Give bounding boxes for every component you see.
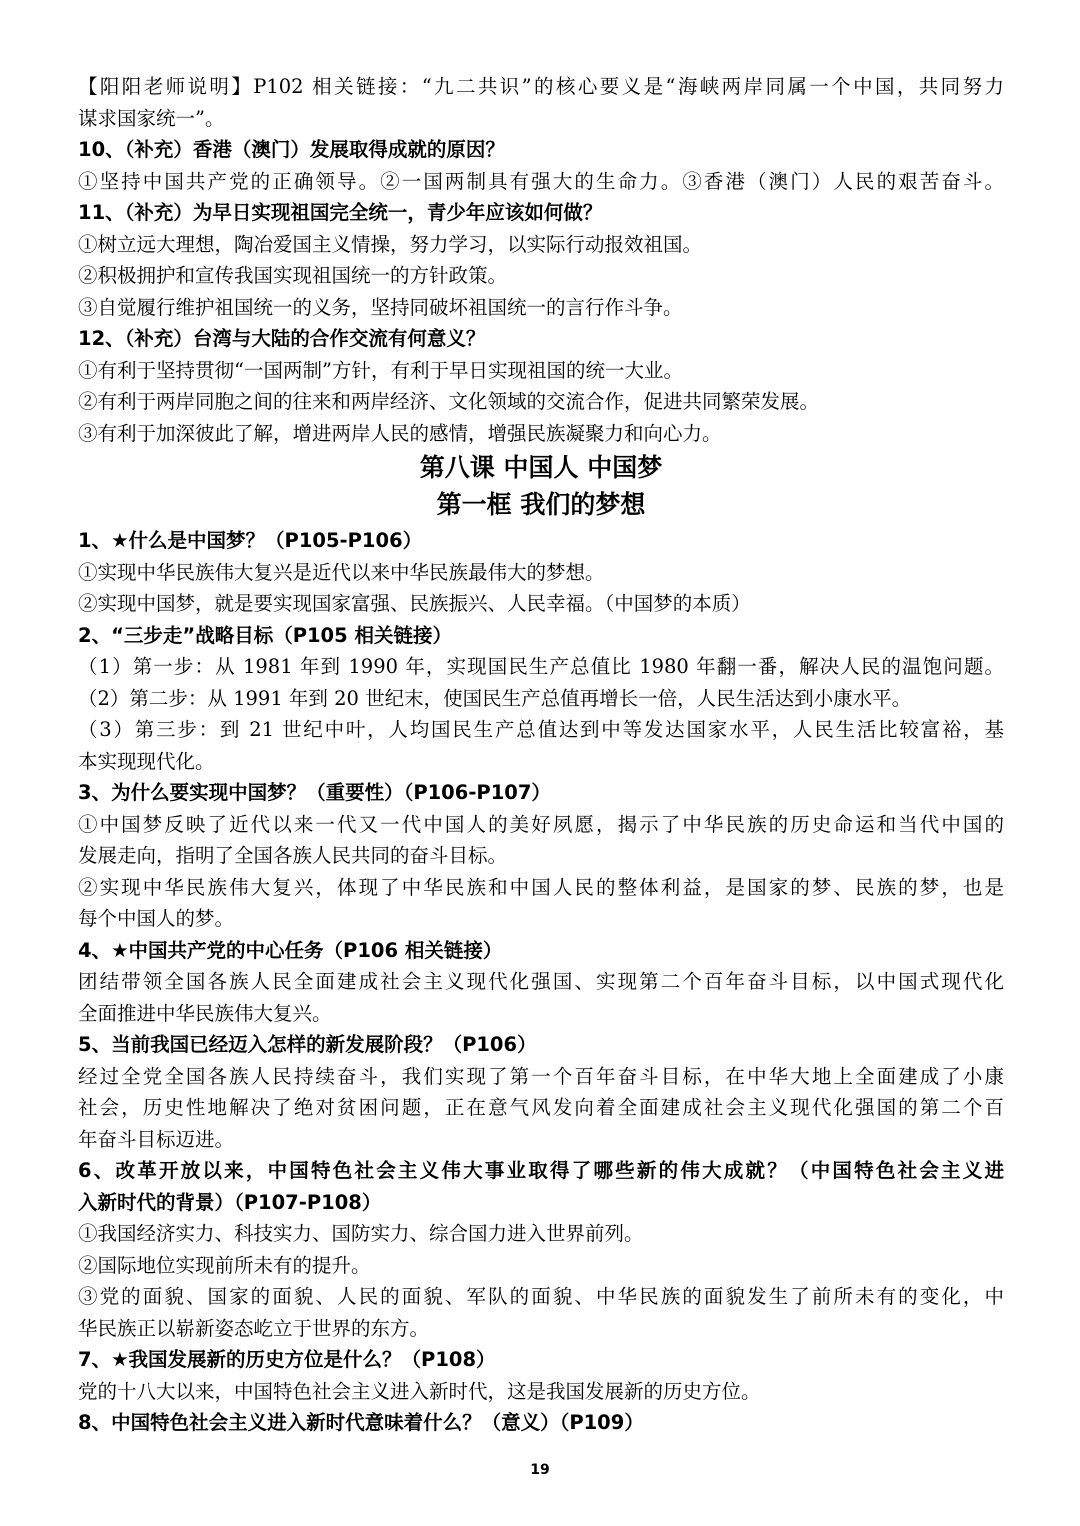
question-heading: 2、“三步走”战略目标（P105 相关链接）: [78, 623, 452, 647]
note-line: 【阳阳老师说明】P102 相关链接：“九二共识”的核心要义是“海峡两岸同属一个中国，共同努力: [78, 75, 1004, 98]
lesson-title: 第八课 中国人 中国梦: [419, 453, 663, 482]
answer-line: ③党的面貌、国家的面貌、人民的面貌、军队的面貌、中华民族的面貌发生了前所未有的变化，中: [78, 1285, 1004, 1308]
question-heading: 8、中国特色社会主义进入新时代意味着什么？（意义）（P109）: [78, 1411, 644, 1434]
question-heading: 5、当前我国已经迈入怎样的新发展阶段？（P106）: [78, 1033, 537, 1056]
answer-line: 党的十八大以来，中国特色社会主义进入新时代，这是我国发展新的历史方位。: [78, 1379, 761, 1403]
answer-line: （3）第三步：到 21 世纪中叶，人均国民生产总值达到中等发达国家水平，人民生活比较富裕，基: [78, 718, 1004, 741]
question-heading: 1、★什么是中国梦？（P105-P106）: [78, 529, 423, 552]
question-heading: 7、★我国发展新的历史方位是什么？（P108）: [78, 1348, 496, 1371]
answer-line: ①有利于坚持贯彻“一国两制”方针，有利于早日实现祖国的统一大业。: [78, 358, 683, 382]
answer-line: ③自觉履行维护祖国统一的义务，坚持同破坏祖国统一的言行作斗争。: [78, 295, 683, 319]
question-heading: 6、改革开放以来，中国特色社会主义伟大事业取得了哪些新的伟大成就？（中国特色社会主义进: [78, 1159, 1004, 1182]
answer-line: ③有利于加深彼此了解，增进两岸人民的感情，增强民族凝聚力和向心力。: [78, 421, 722, 445]
question-heading: 3、为什么要实现中国梦？（重要性）（P106-P107）: [78, 781, 551, 804]
answer-line: 华民族正以崭新姿态屹立于世界的东方。: [78, 1316, 430, 1340]
answer-line: ①实现中华民族伟大复兴是近代以来中华民族最伟大的梦想。: [78, 560, 605, 584]
answer-line: ②国际地位实现前所未有的提升。: [78, 1253, 371, 1277]
page-number: 19: [530, 1462, 550, 1478]
answer-line: （1）第一步：从 1981 年到 1990 年，实现国民生产总值比 1980 年翻一番，解决人民的温饱问题。: [78, 655, 1004, 678]
answer-line: ①坚持中国共产党的正确领导。②一国两制具有强大的生命力。③香港（澳门）人民的艰苦奋斗。: [78, 169, 1004, 193]
answer-line: 全面推进中华民族伟大复兴。: [78, 1001, 332, 1025]
answer-line: ②有利于两岸同胞之间的往来和两岸经济、文化领域的交流合作，促进共同繁荣发展。: [78, 390, 820, 413]
question-heading: 入新时代的背景）（P107-P108）: [78, 1190, 382, 1214]
question-heading: 12、（补充）台湾与大陆的合作交流有何意义？: [78, 327, 486, 350]
answer-line: ①中国梦反映了近代以来一代又一代中国人的美好夙愿，揭示了中华民族的历史命运和当代中国的: [78, 812, 1004, 836]
section-title: 第一框 我们的梦想: [436, 490, 646, 519]
answer-line: 团结带领全国各族人民全面建成社会主义现代化强国、实现第二个百年奋斗目标，以中国式现代化: [78, 970, 1004, 993]
answer-line: 经过全党全国各族人民持续奋斗，我们实现了第一个百年奋斗目标，在中华大地上全面建成了小康: [78, 1064, 1004, 1088]
answer-line: ②积极拥护和宣传我国实现祖国统一的方针政策。: [78, 264, 508, 287]
answer-line: 社会，历史性地解决了绝对贫困问题，正在意气风发向着全面建成社会主义现代化强国的第二个百: [78, 1096, 1004, 1119]
answer-line: ①树立远大理想，陶冶爱国主义情操，努力学习，以实际行动报效祖国。: [78, 232, 703, 256]
note-line: 谋求国家统一”。: [78, 106, 225, 130]
answer-line: ①我国经济实力、科技实力、国防实力、综合国力进入世界前列。: [78, 1222, 644, 1245]
answer-line: ②实现中国梦，就是要实现国家富强、民族振兴、人民幸福。（中国梦的本质）: [78, 592, 751, 615]
question-heading: 10、（补充）香港（澳门）发展取得成就的原因？: [78, 138, 505, 161]
answer-line: 年奋斗目标迈进。: [78, 1127, 235, 1151]
answer-line: 每个中国人的梦。: [78, 907, 235, 930]
answer-line: （2）第二步：从 1991 年到 20 世纪末，使国民生产总值再增长一倍，人民生活达到小康水平。: [78, 686, 912, 710]
answer-line: 发展走向，指明了全国各族人民共同的奋斗目标。: [78, 844, 508, 867]
document-page: [78, 71, 1004, 1439]
question-heading: 4、★中国共产党的中心任务（P106 相关链接）: [78, 938, 503, 962]
answer-line: ②实现中华民族伟大复兴，体现了中华民族和中国人民的整体利益，是国家的梦、民族的梦，也是: [78, 875, 1004, 899]
answer-line: 本实现现代化。: [78, 749, 215, 773]
question-heading: 11、（补充）为早日实现祖国完全统一，青少年应该如何做？: [78, 201, 603, 224]
